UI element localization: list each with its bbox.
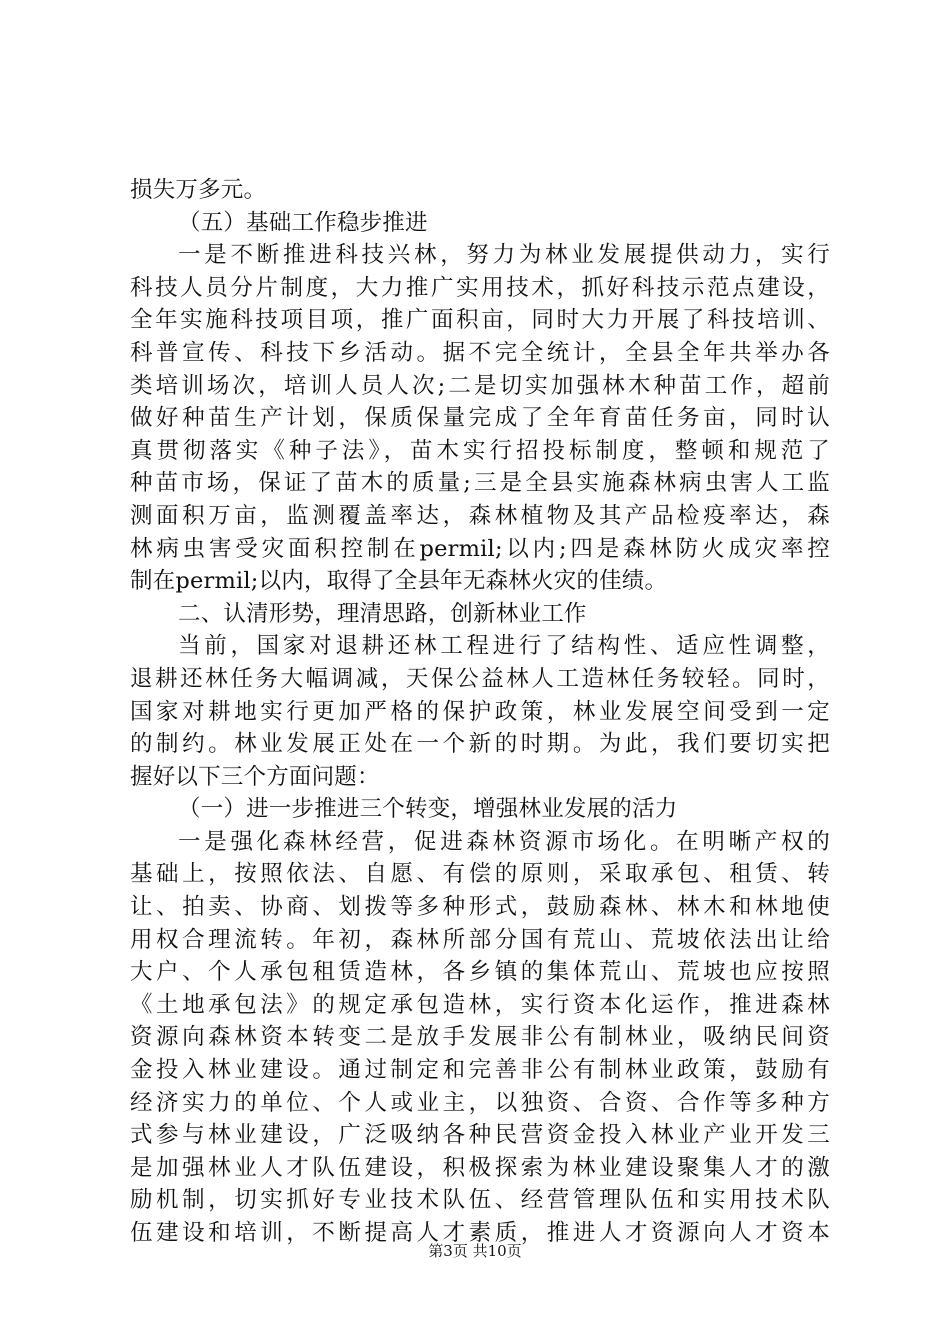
body-line: 损失万多元。 bbox=[130, 177, 267, 203]
body-line: 真贯彻落实《种子法》，苗木实行招投标制度，整顿和规范了 bbox=[130, 437, 830, 464]
body-line: 测面积万亩，监测覆盖率达，森林植物及其产品检疫率达，森 bbox=[130, 502, 830, 529]
body-line: 让、拍卖、协商、划拨等多种形式，鼓励森林、林木和林地使 bbox=[130, 894, 830, 921]
body-line: 的制约。林业发展正处在一个新的时期。为此，我们要切实把 bbox=[130, 731, 830, 758]
body-line: 是加强林业人才队伍建设，积极探索为林业建设聚集人才的激 bbox=[130, 1154, 830, 1181]
body-line: 林病虫害受灾面积控制在permil;以内;四是森林防火成灾率控 bbox=[130, 535, 830, 562]
body-line: 励机制，切实抓好专业技术队伍、经营管理队伍和实用技术队 bbox=[130, 1187, 830, 1214]
body-line: 基础上，按照依法、自愿、有偿的原则，采取承包、租赁、转 bbox=[130, 861, 830, 888]
body-line: 种苗市场，保证了苗木的质量;三是全县实施森林病虫害人工监 bbox=[130, 470, 830, 497]
body-line: 金投入林业建设。通过制定和完善非公有制林业政策，鼓励有 bbox=[130, 1057, 830, 1084]
paragraph-first-line: 当前，国家对退耕还林工程进行了结构性、适应性调整， bbox=[178, 633, 830, 660]
body-line: 伍建设和培训，不断提高人才素质，推进人才资源向人才资本 bbox=[130, 1220, 830, 1246]
body-line: 做好种苗生产计划，保质保量完成了全年育苗任务亩，同时认 bbox=[130, 405, 830, 432]
body-line: 《土地承包法》的规定承包造林，实行资本化运作，推进森林 bbox=[130, 991, 830, 1018]
body-line: 全年实施科技项目项，推广面积亩，同时大力开展了科技培训、 bbox=[130, 307, 830, 334]
paragraph-first-line: 一是不断推进科技兴林，努力为林业发展提供动力，实行 bbox=[178, 242, 830, 269]
section-heading: （五）基础工作稳步推进 bbox=[178, 209, 428, 236]
body-line: 握好以下三个方面问题： bbox=[130, 763, 380, 790]
section-heading: 二、认清形势，理清思路，创新林业工作 bbox=[178, 600, 587, 627]
body-line: 资源向森林资本转变二是放手发展非公有制林业，吸纳民间资 bbox=[130, 1024, 830, 1051]
document-body bbox=[130, 174, 830, 1250]
page-number: 第3页 共10页 bbox=[428, 1242, 522, 1260]
body-line: 制在permil;以内，取得了全县年无森林火灾的佳绩。 bbox=[130, 568, 668, 595]
body-line: 大户、个人承包租赁造林，各乡镇的集体荒山、荒坡也应按照 bbox=[130, 959, 830, 986]
body-line: 科普宣传、科技下乡活动。据不完全统计，全县全年共举办各 bbox=[130, 339, 830, 366]
body-line: 退耕还林任务大幅调减，天保公益林人工造林任务较轻。同时， bbox=[130, 665, 830, 692]
paragraph-first-line: 一是强化森林经营，促进森林资源市场化。在明晰产权的 bbox=[178, 828, 830, 855]
section-heading: （一）进一步推进三个转变，增强林业发展的活力 bbox=[178, 796, 678, 823]
body-line: 用权合理流转。年初，森林所部分国有荒山、荒坡依法出让给 bbox=[130, 926, 830, 953]
body-line: 类培训场次，培训人员人次;二是切实加强林木种苗工作，超前 bbox=[130, 372, 830, 399]
body-line: 科技人员分片制度，大力推广实用技术，抓好科技示范点建设， bbox=[130, 274, 830, 301]
body-line: 式参与林业建设，广泛吸纳各种民营资金投入林业产业开发三 bbox=[130, 1122, 830, 1149]
body-line: 国家对耕地实行更加严格的保护政策，林业发展空间受到一定 bbox=[130, 698, 830, 725]
body-line: 经济实力的单位、个人或业主，以独资、合资、合作等多种方 bbox=[130, 1089, 830, 1116]
